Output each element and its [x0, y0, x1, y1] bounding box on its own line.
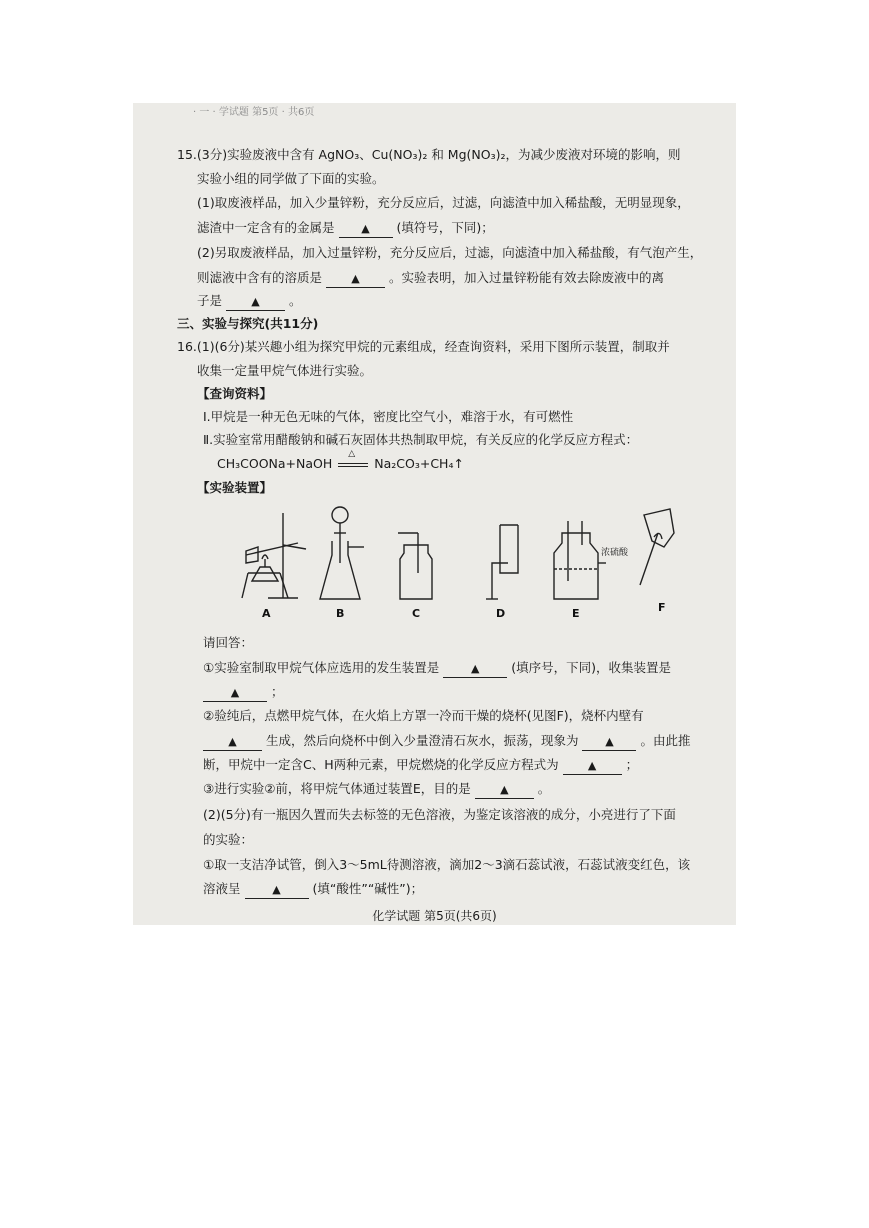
answer-blank-phenomenon[interactable]	[582, 733, 636, 751]
reference-heading: 【查询资料】	[197, 386, 273, 401]
collector-prompt: (填序号，下同)，收集装置是	[511, 660, 671, 675]
q15-conclusion: 。实验表明，加入过量锌粉能有效去除废液中的离	[388, 270, 664, 285]
apparatus-label-a: A	[262, 607, 271, 620]
q15-solute-prompt: 则滤液中含有的溶质是	[197, 270, 323, 285]
answer-blank-generator[interactable]	[443, 660, 507, 678]
apparatus-d-inverted-bottle	[486, 525, 518, 599]
conc-acid-label: 浓硫酸	[601, 548, 629, 558]
apparatus-label-b: B	[336, 607, 345, 620]
apparatus-label-c: C	[412, 607, 421, 620]
q16-step2-line1: ②验纯后，点燃甲烷气体，在火焰上方罩一冷而干燥的烧杯(见图F)，烧杯内壁有	[203, 708, 644, 723]
answer-blank-product[interactable]	[203, 733, 262, 751]
answer-triangle-icon: ▲	[470, 662, 480, 675]
answer-blank-ion[interactable]	[226, 293, 285, 311]
reference-item-1: Ⅰ.甲烷是一种无色无味的气体，密度比空气小，难溶于水，有可燃性	[203, 409, 574, 424]
q15-metal-prompt: 滤渣中一定含有的金属是	[197, 220, 335, 235]
answer-triangle-icon: ▲	[361, 222, 370, 235]
q16-part2-line2: 的实验：	[203, 832, 254, 847]
reaction-equation	[217, 449, 464, 472]
exam-page-photo	[133, 103, 736, 925]
header-fragment: · 一 · 学试题 第5页 · 共6页	[193, 107, 315, 118]
apparatus-b-conical-flask	[320, 507, 364, 599]
apparatus-diagram	[228, 503, 688, 628]
generator-prompt: ①实验室制取甲烷气体应选用的发生装置是	[203, 660, 440, 675]
q15-ion-prompt: 子是	[197, 293, 223, 308]
q16-step1-line	[203, 660, 671, 678]
q16-part2-line3: ①取一支洁净试管，倒入3～5mL待测溶液，滴加2～3滴石蕊试液，石蕊试液变红色，该	[203, 857, 691, 872]
answer-triangle-icon: ▲	[272, 883, 281, 896]
step1-end: ；	[270, 684, 284, 699]
equation-arrow	[336, 449, 370, 472]
answer-triangle-icon: ▲	[587, 759, 597, 772]
q16-step2-line3	[203, 757, 638, 775]
q15-line3: (1)取废液样品，加入少量锌粉，充分反应后，过滤，向滤渣中加入稀盐酸，无明显现象，	[197, 195, 690, 210]
step3-end: 。	[537, 781, 551, 796]
step2-end: ；	[625, 757, 639, 772]
q16-part2-line4	[203, 881, 423, 899]
apparatus-label-e: E	[572, 607, 580, 620]
equation-reactants: CH₃COONa+NaOH	[217, 456, 333, 471]
apparatus-f-beaker-over-flame	[640, 509, 674, 585]
answer-triangle-icon: ▲	[500, 783, 509, 796]
q15-end: 。	[288, 293, 302, 308]
page-footer: 化学试题 第5页(共6页)	[372, 909, 497, 923]
section-3-heading: 三、实验与探究(共11分)	[177, 316, 319, 331]
q16-line1: 16.(1)(6分)某兴趣小组为探究甲烷的元素组成，经查询资料，采用下图所示装置，制取并	[177, 339, 670, 354]
q15-line2: 实验小组的同学做了下面的实验。	[197, 171, 385, 186]
q16-step3-line	[203, 781, 550, 799]
answer-blank-acidity[interactable]	[245, 881, 309, 899]
answer-triangle-icon: ▲	[230, 686, 240, 699]
q15-line4	[197, 220, 494, 238]
q15-line7	[197, 293, 302, 311]
phenomenon-prompt: 生成，然后向烧杯中倒入少量澄清石灰水，振荡，现象为	[265, 733, 579, 748]
apparatus-a-heating-setup	[242, 513, 306, 598]
reference-item-2: Ⅱ.实验室常用醋酸钠和碱石灰固体共热制取甲烷，有关反应的化学反应方程式：	[203, 432, 639, 447]
q16-line2: 收集一定量甲烷气体进行实验。	[197, 363, 373, 378]
q16-step2-line2	[203, 733, 690, 751]
answer-blank-collector[interactable]	[203, 684, 267, 702]
apparatus-c-collecting-bottle	[398, 533, 432, 599]
apparatus-e-wash-bottle	[554, 521, 606, 599]
q15-line5: (2)另取废液样品，加入过量锌粉，充分反应后，过滤，向滤渣中加入稀盐酸，有气泡产生，	[197, 245, 703, 260]
purpose-prompt: ③进行实验②前，将甲烷气体通过装置E，目的是	[203, 781, 471, 796]
heat-condition: △	[348, 449, 356, 459]
apparatus-label-f: F	[658, 601, 666, 614]
acidity-prompt: 溶液呈	[203, 881, 241, 896]
equation-products: Na₂CO₃+CH₄↑	[374, 456, 464, 471]
q15-line6	[197, 270, 664, 288]
apparatus-heading: 【实验装置】	[197, 480, 273, 495]
answer-triangle-icon: ▲	[228, 735, 237, 748]
q16-part2-line1: (2)(5分)有一瓶因久置而失去标签的无色溶液，为鉴定该溶液的成分，小亮进行了下面	[203, 807, 676, 822]
answer-triangle-icon: ▲	[251, 295, 260, 308]
answer-triangle-icon: ▲	[351, 272, 360, 285]
inference-text: 。由此推	[640, 733, 691, 748]
apparatus-label-d: D	[496, 607, 506, 620]
answer-blank-purpose[interactable]	[475, 781, 534, 799]
q16-step1-line2	[203, 684, 284, 702]
please-answer: 请回答：	[203, 635, 254, 650]
q15-line1: 15.(3分)实验废液中含有 AgNO₃、Cu(NO₃)₂ 和 Mg(NO₃)₂，为减少废液对环境的影响，则	[177, 147, 681, 162]
answer-blank-equation[interactable]	[563, 757, 622, 775]
answer-blank-solute[interactable]	[326, 270, 385, 288]
answer-triangle-icon: ▲	[605, 735, 614, 748]
equation-prompt: 断，甲烷中一定含C、H两种元素，甲烷燃烧的化学反应方程式为	[203, 757, 559, 772]
acidity-options: (填“酸性”“碱性”)；	[312, 881, 424, 896]
q15-symbol-note: (填符号，下同)；	[396, 220, 494, 235]
answer-blank-metal[interactable]	[339, 220, 393, 238]
